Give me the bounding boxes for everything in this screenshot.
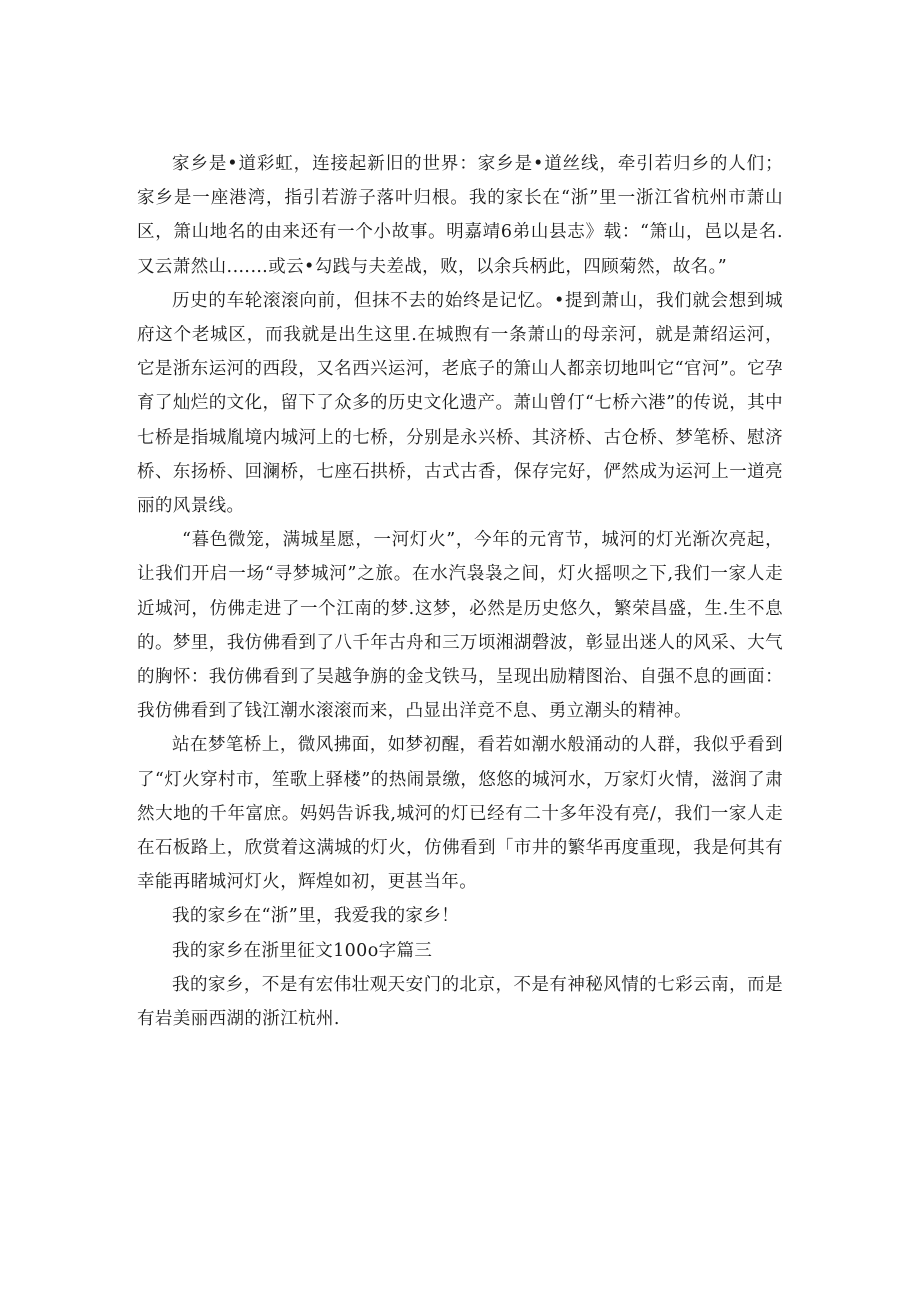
paragraph-hangzhou: 我的家乡，不是有宏伟壮观天安门的北京，不是有神秘风情的七彩云南，而是有岩美丽西湖的浙江杭州. [137, 974, 783, 1030]
section-heading: 我的家乡在浙里征文100o字篇三 [172, 940, 433, 961]
document-body [137, 147, 783, 1036]
paragraph-hometown-intro: 家乡是•道彩虹，连接起新旧的世界：家乡是•道丝线，牵引若归乡的人们；家乡是一座港湾，指引若游子落叶归根。我的家长在“浙”里一浙江省杭州市萧山区，箫山地名的由来还有一个小故事。明嘉靖6弟山县志》载：“箫山，邑以是名.又云萧然山.……或云•勾践与夫差战，败，以余兵柄此，四顾菊然，故名。” [137, 154, 783, 277]
paragraph-love-hometown: 我的家乡在“浙”里，我爱我的家乡！ [172, 906, 460, 927]
paragraph-mengbi-bridge: 站在梦笔桥上，微风拂面，如梦初醒，看若如潮水般涌动的人群，我似乎看到了“灯火穿村市，笙歌上驿楼”的热闹景缴，悠悠的城河水，万家灯火情，滋润了肃然大地的千年富庶。妈妈告诉我,城河的灯已经有二十多年没有亮/，我们一家人走在石板路上，欣赏着这满城的灯火，仿佛看到「市井的繁华再度重现，我是何其有幸能再睹城河灯火，辉煌如初，更甚当年。 [137, 735, 783, 893]
paragraph-history: 历史的车轮滚滚向前，但抹不去的始终是记忆。•提到萧山，我们就会想到城府这个老城区，而我就是出生这里.在城煦有一条萧山的母亲河，就是萧绍运河，它是浙东运河的西段，又名西兴运河，老底子的箫山人都亲切地叫它“官河”。它孕育了灿烂的文化，留下了众多的历史文化遗产。萧山曾仃“七桥六港”的传说，其中七桥是指城胤境内城河上的七桥，分别是永兴桥、其济桥、古仓桥、梦笔桥、慰济桥、东扬桥、回澜桥，七座石拱桥，古式古香，保存完好，俨然成为运河上一道亮丽的风景线。 [137, 290, 783, 517]
paragraph-lantern-festival: “暮色微笼，满城星愿，一河灯火”，今年的元宵节，城河的灯光渐次亮起，让我们开启一场“寻梦城河”之旅。在水汽袅袅之间，灯火摇呗之下,我们一家人走近城河，仿佛走进了一个江南的梦.这梦，必然是历史悠久，繁荣昌盛，生.生不息的。梦里，我仿佛看到了八千年古舟和三万顷湘湖磬波，彰显出迷人的风采、大气的胸怀：我仿佛看到了吴越争旃的金戈铁马，呈现出励精图治、自强不息的画面：我仿佛看到了钱江潮水滚滚而来，凸显出洋竞不息、勇立潮头的精神。 [137, 530, 783, 722]
